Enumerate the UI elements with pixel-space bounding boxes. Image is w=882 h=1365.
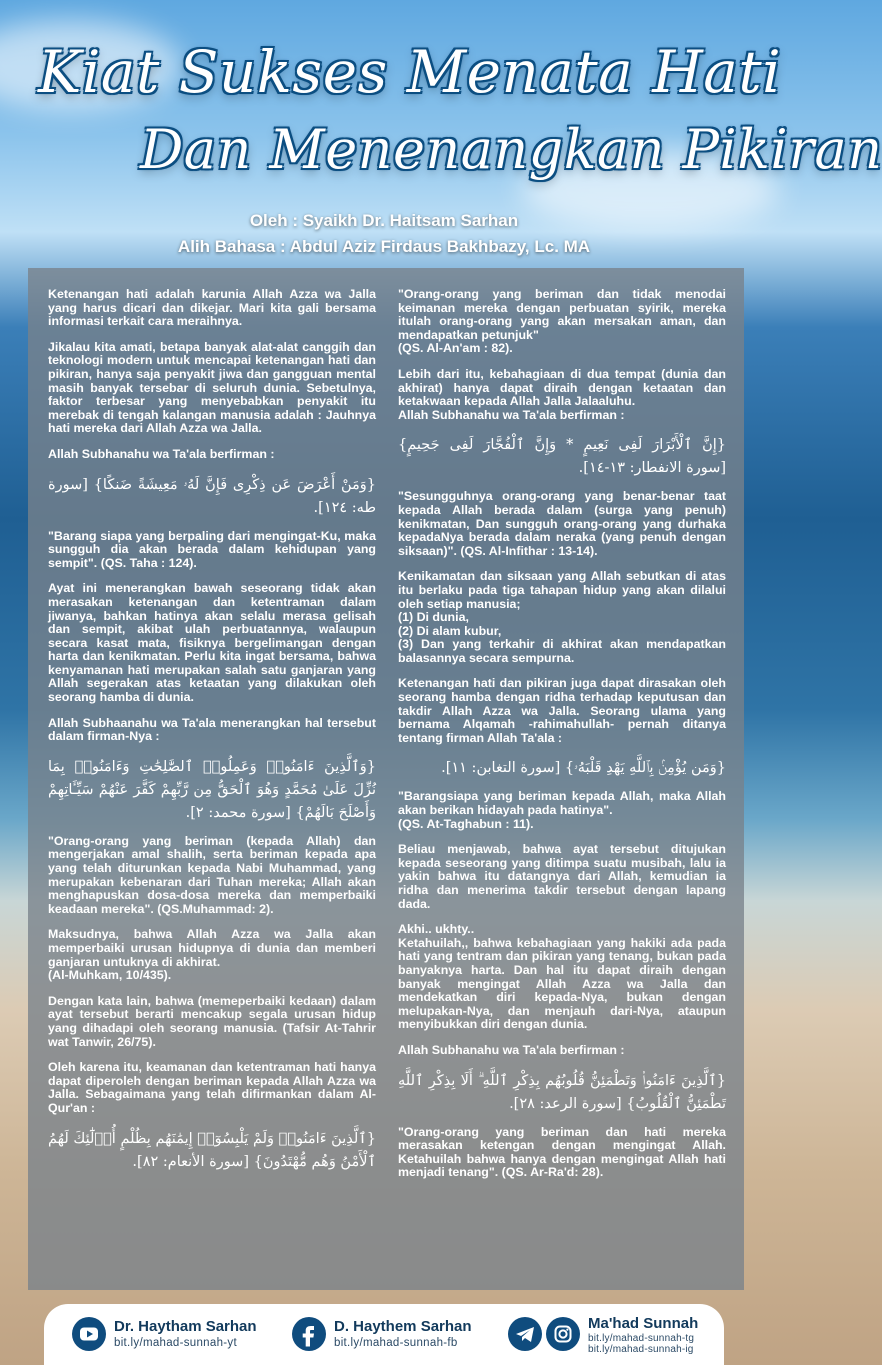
credits [0,208,768,260]
youtube-icon [72,1317,106,1351]
youtube-link[interactable]: bit.ly/mahad-sunnah-yt [114,1337,237,1349]
right-column [398,288,726,1192]
footer-telegram-instagram[interactable] [508,1316,718,1356]
title-line-1: Kiat Sukses Menata Hati [38,38,782,106]
paragraph: Dengan kata lain, bahwa (memeperbaiki kedaan) dalam ayat tersebut berarti mencakup segala urusan hidup yang dihadapi oleh seorang manusia. (Tafsir At-Tahrir wat Tanwir, 26/75). [48,993,376,1049]
left-column [48,288,376,1184]
facebook-link[interactable]: bit.ly/mahad-sunnah-fb [334,1337,458,1349]
author-line: Oleh : Syaikh Dr. Haitsam Sarhan [249,211,519,230]
paragraph: "Orang-orang yang beriman dan tidak menodai keimanan mereka dengan perbuatan syirik, mereka itulah orang-orang yang akan mersakan aman, dan mendapatkan petunjuk" (QS. Al-An'am : 82). [398,287,726,356]
paragraph: Lebih dari itu, kebahagiaan di dua tempat (dunia dan akhirat) hanya dapat diraih dengan ketaatan dan ketakwaan kepada Allah Jalla Jalaaluhu. Allah Subhanahu wa Ta'ala berfirman : [398,366,726,422]
instagram-link[interactable]: bit.ly/mahad-sunnah-ig [588,1344,694,1355]
paragraph: "Barang siapa yang berpaling dari mengingat-Ku, maka sungguh dia akan berada dalam kehidupan yang sempit". (QS. Taha : 124). [48,528,376,570]
paragraph: Allah Subhanahu wa Ta'ala berfirman : [398,1042,625,1057]
footer-facebook[interactable] [292,1316,492,1356]
paragraph: Jikalau kita amati, betapa banyak alat-alat canggih dan teknologi modern untuk mencapai ketenangan hati dan pikiran, hanya saja penyakit jiwa dan gangguan mental masih banyak tersebar di seluruh dunia. Sebetulnya, faktor terbesar yang menyebabkan penyakit itu merebak di tengah kalangan manusia adalah : Jauhnya hati mereka dari Allah Azza wa Jalla. [48,339,376,436]
paragraph: Akhi.. ukhty.. Ketahuilah,, bahwa kebahagiaan yang hakiki ada pada hati yang tentram dan pikiran yang tenang, bukan pada banyaknya harta. Dan hal itu dapat diraih dengan banyak mengingat Allah Azza wa Jalla dan mendekatkan diri kepada-Nya, bukan dengan melupakan-Nya, dan menjauh dari-Nya, ataupun menyibukkan diri dengan dunia. [398,922,726,1032]
youtube-title: Dr. Haytham Sarhan [114,1318,257,1335]
article-panel [28,268,744,1290]
arabic-verse: {وَٱلَّذِينَ ءَامَنُوا۟ وَعَمِلُوا۟ ٱلصَّٰلِحَٰتِ وَءَامَنُوا۟ بِمَا نُزِّلَ عَلَىٰ مُحَمَّدٍ وَهُوَ ٱلْحَقُّ مِن رَّبِّهِمْ كَفَّرَ عَنْهُمْ سَيِّـَٔاتِهِمْ وَأَصْلَحَ بَالَهُمْ} [سورة محمد: ٢]. [48,758,376,821]
arabic-verse: {ٱلَّذِينَ ءَامَنُوا۟ وَتَطْمَئِنُّ قُلُوبُهُم بِذِكْرِ ٱللَّهِ ۗ أَلَا بِذِكْرِ ٱللَّهِ تَطْمَئِنُّ ٱلْقُلُوبُ} [سورة الرعد: ٢٨]. [398,1072,726,1112]
paragraph: Allah Subhaanahu wa Ta'ala menerangkan hal tersebut dalam firman-Nya : [48,715,376,744]
paragraph: "Orang-orang yang beriman dan hati mereka merasakan ketengan dengan mengingat Allah. Ketahuilah bahwa hanya dengan mengingat Allah hati menjadi tenang". (QS. Ar-Ra'd: 28). [398,1124,726,1180]
paragraph: "Orang-orang yang beriman (kepada Allah) dan mengerjakan amal shalih, serta beriman kepada apa yang telah diturunkan kepada Nabi Muhammad, yang merupakan kebenaran dari Tuhan mereka; Allah akan menghapuskan dosa-dosa mereka dan memperbaiki keadaan mereka". (QS.Muhammad: 2). [48,833,376,916]
translator-line: Alih Bahasa : Abdul Aziz Firdaus Bakhbazy, Lc. MA [177,237,591,256]
facebook-title: D. Haythem Sarhan [334,1318,472,1335]
arabic-verse: {وَمَنْ أَعْرَضَ عَن ذِكْرِى فَإِنَّ لَهُۥ مَعِيشَةً ضَنكًا} [سورة طه: ١٢٤]. [48,476,376,516]
title-line-2: Dan Menenangkan Pikiran [140,118,882,181]
arabic-verse: {ٱلَّذِينَ ءَامَنُوا۟ وَلَمْ يَلْبِسُوٓا۟ إِيمَٰنَهُم بِظُلْمٍ أُو۟لَٰٓئِكَ لَهُمُ ٱلْأَمْنُ وَهُم مُّهْتَدُونَ} [سورة الأنعام: ٨٢]. [48,1130,376,1170]
paragraph: Ketenangan hati dan pikiran juga dapat dirasakan oleh seorang hamba dengan ridha terhadap keputusan dan takdir Allah Azza wa Jalla. Seorang ulama yang bernama Alqamah -rahimahullah- pernah ditanya tentang firman Allah Ta'ala : [398,676,726,745]
paragraph: Allah Subhanahu wa Ta'ala berfirman : [48,446,275,461]
paragraph: Ketenangan hati adalah karunia Allah Azza wa Jalla yang harus dicari dan dikejar. Mari kita gali bersama informasi terkait cara meraihnya. [48,287,376,329]
paragraph: Oleh karena itu, keamanan dan ketentraman hati hanya dapat diperoleh dengan beriman kepada Allah Azza wa Jalla. Sebagaimana yang telah difirmankan dalam Al-Qur'an : [48,1060,376,1115]
instagram-icon [546,1317,580,1351]
footer-social-bar [44,1304,724,1365]
paragraph: "Sesungguhnya orang-orang yang benar-benar taat kepada Allah berada dalam (surga yang penuh) kenikmatan, Dan sungguh orang-orang yang durhaka kepadaNya berada dalam neraka (yang penuh dengan siksaan)". (QS. Al-Infithar : 13-14). [398,489,726,558]
footer-youtube[interactable] [72,1316,272,1356]
page-title [0,28,882,198]
paragraph: Ayat ini menerangkan bawah seseorang tidak akan merasakan ketenangan dan ketentraman dalam jiwanya, bahkan hatinya akan selalu merasa gelisah dan sempit, akibat ulah perbuatannya, walaupun secara kasat mata, fisiknya bergelimangan dengan harta dan kenikmatan. Perlu kita ingat bersama, bahwa kenyamanan hati merupakan salah satu ganjaran yang Allah segerakan atas ketaatan yang dilakukan oleh seorang hamba di dunia. [48,581,376,705]
paragraph: Maksudnya, bahwa Allah Azza wa Jalla akan memperbaiki urusan hidupnya di dunia dan memberi ganjaran untuknya di akhirat. (Al-Muhkam, 10/435). [48,927,376,983]
mahad-sunnah-title: Ma'had Sunnah [588,1315,699,1332]
arabic-verse: {إِنَّ ٱلْأَبْرَارَ لَفِى نَعِيمٍ * وَإِنَّ ٱلْفُجَّارَ لَفِى جَحِيمٍ} [سورة الانفطار: ١٣-١٤]. [398,437,726,477]
facebook-icon [292,1317,326,1351]
arabic-verse: {وَمَن يُؤْمِنۢ بِٱللَّهِ يَهْدِ قَلْبَهُۥ} [سورة التغابن: ١١]. [441,760,726,777]
telegram-icon [508,1317,542,1351]
paragraph: Kenikamatan dan siksaan yang Allah sebutkan di atas itu berlaku pada tiga tahapan hidup yang akan dilalui oleh setiap manusia; (1) Di dunia, (2) Di alam kubur, (3) Dan yang terkahir di akhirat akan mendapatkan balasannya secara sempurna. [398,569,726,665]
paragraph: Beliau menjawab, bahwa ayat tersebut ditujukan kepada seseorang yang ditimpa suatu musibah, lalu ia yakin bahwa itu datangnya dari Allah, kemudian ia ridha dan menerima takdir tersebut dengan lapang dada. [398,842,726,911]
telegram-link[interactable]: bit.ly/mahad-sunnah-tg [588,1333,695,1344]
paragraph: "Barangsiapa yang beriman kepada Allah, maka Allah akan berikan hidayah pada hatinya". (QS. At-Taghabun : 11). [398,789,726,831]
